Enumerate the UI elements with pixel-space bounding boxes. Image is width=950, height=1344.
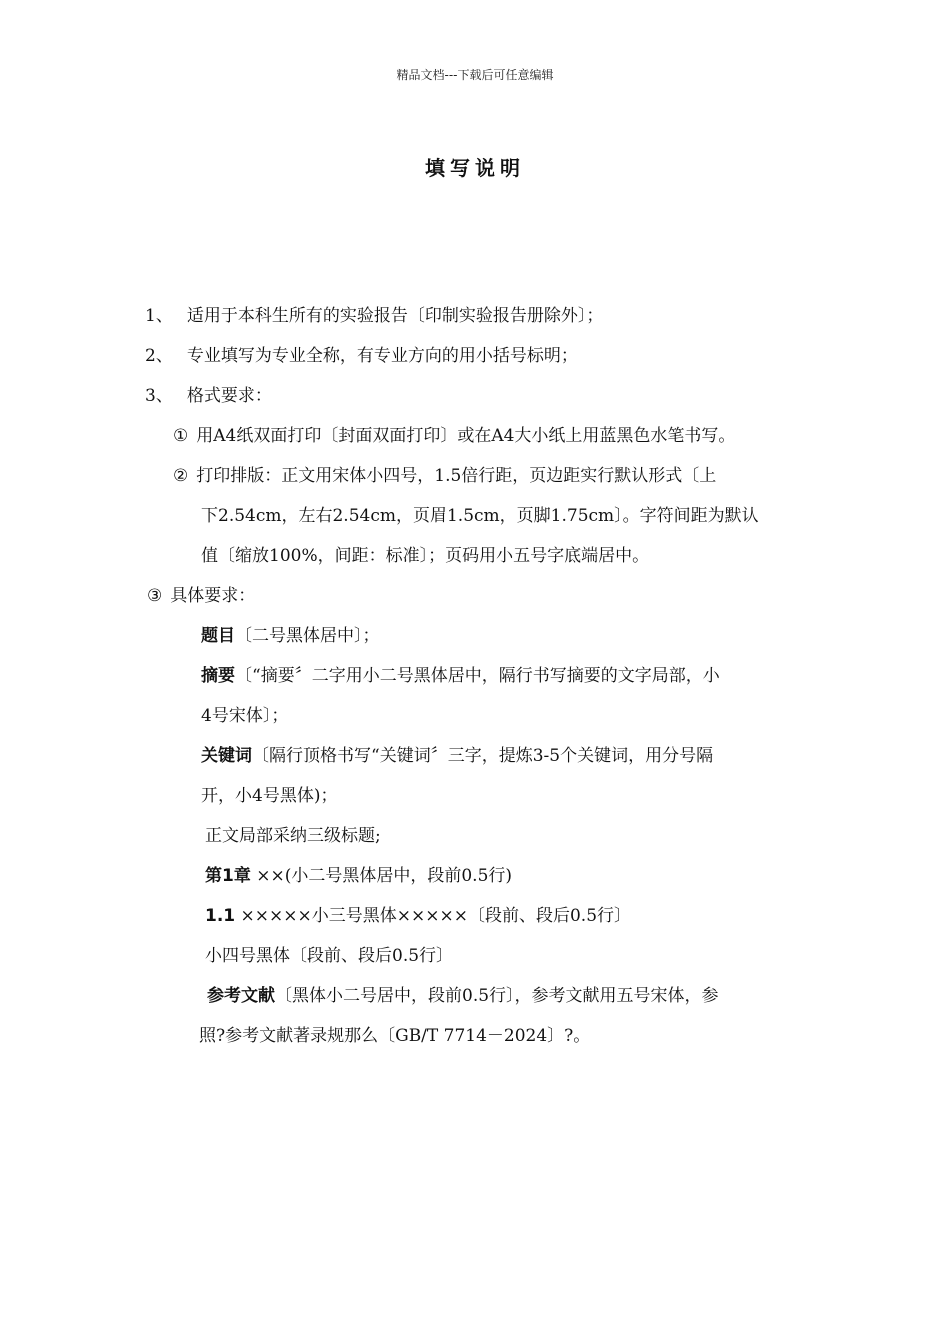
list-item-2 — [145, 344, 578, 368]
list-item-1 — [145, 304, 603, 328]
detail-abstract — [201, 664, 720, 688]
detail-title — [201, 624, 380, 648]
circled-number: ② — [173, 466, 189, 486]
item-number: 3、 — [145, 386, 173, 406]
detail-label: 参考文献 — [207, 986, 275, 1006]
sub-item-3 — [147, 584, 255, 608]
detail-keywords — [201, 744, 713, 768]
sub-item-2 — [173, 464, 716, 488]
item-number: 2、 — [145, 346, 173, 366]
detail-text: 〔隔行顶格书写“关键词〞三字，提炼3-5个关键词，用分号隔 — [252, 746, 714, 766]
item-text: 专业填写为专业全称，有专业方向的用小括号标明； — [186, 346, 578, 366]
sub-item-2-continued: 值〔缩放100%，间距：标准〕；页码用小五号字底端居中。 — [201, 546, 650, 566]
detail-label: 1.1 — [205, 906, 236, 926]
detail-section — [205, 904, 631, 928]
detail-text: ××(小二号黑体居中，段前0.5行) — [250, 866, 513, 886]
sub-item-2-continued: 下2.54cm，左右2.54cm，页眉1.5cm，页脚1.75cm〕。字符间距为默认 — [201, 506, 759, 526]
detail-label: 第1章 — [205, 866, 251, 886]
page-header: 精品文档---下载后可任意编辑 — [396, 68, 554, 82]
detail-text: 〔二号黑体居中〕； — [235, 626, 380, 646]
sub-item-text: 用A4纸双面打印〔封面双面打印〕或在A4大小纸上用蓝黑色水笔书写。 — [196, 426, 736, 446]
detail-references-continued: 照?参考文献著录规那么〔GB/T 7714－2024〕?。 — [199, 1026, 591, 1046]
sub-item-text: 打印排版：正文用宋体小四号，1.5倍行距，页边距实行默认形式〔上 — [196, 466, 717, 486]
detail-subsection: 小四号黑体〔段前、段后0.5行〕 — [205, 946, 454, 966]
item-text: 格式要求： — [186, 386, 272, 406]
detail-body: 正文局部采纳三级标题; — [205, 826, 381, 846]
item-number: 1、 — [145, 306, 173, 326]
detail-label: 题目 — [201, 626, 235, 646]
detail-abstract-continued: 4号宋体〕； — [201, 706, 289, 726]
detail-references — [207, 984, 719, 1008]
detail-label: 摘要 — [201, 666, 235, 686]
detail-chapter — [205, 864, 512, 888]
detail-text: ×××××小三号黑体×××××〔段前、段后0.5行〕 — [235, 906, 632, 926]
list-item-3 — [145, 384, 272, 408]
detail-label: 关键词 — [201, 746, 252, 766]
detail-text: 〔黑体小二号居中，段前0.5行〕，参考文献用五号宋体，参 — [275, 986, 719, 1006]
circled-number: ① — [173, 426, 189, 446]
detail-text: 〔“摘要〞二字用小二号黑体居中，隔行书写摘要的文字局部，小 — [235, 666, 720, 686]
page-title: 填写说明 — [425, 156, 525, 180]
sub-item-text: 具体要求： — [170, 586, 256, 606]
sub-item-1 — [173, 424, 735, 448]
circled-number: ③ — [147, 586, 163, 606]
detail-keywords-continued: 开，小4号黑体)； — [201, 786, 338, 806]
item-text: 适用于本科生所有的实验报告〔印制实验报告册除外〕； — [186, 306, 604, 326]
